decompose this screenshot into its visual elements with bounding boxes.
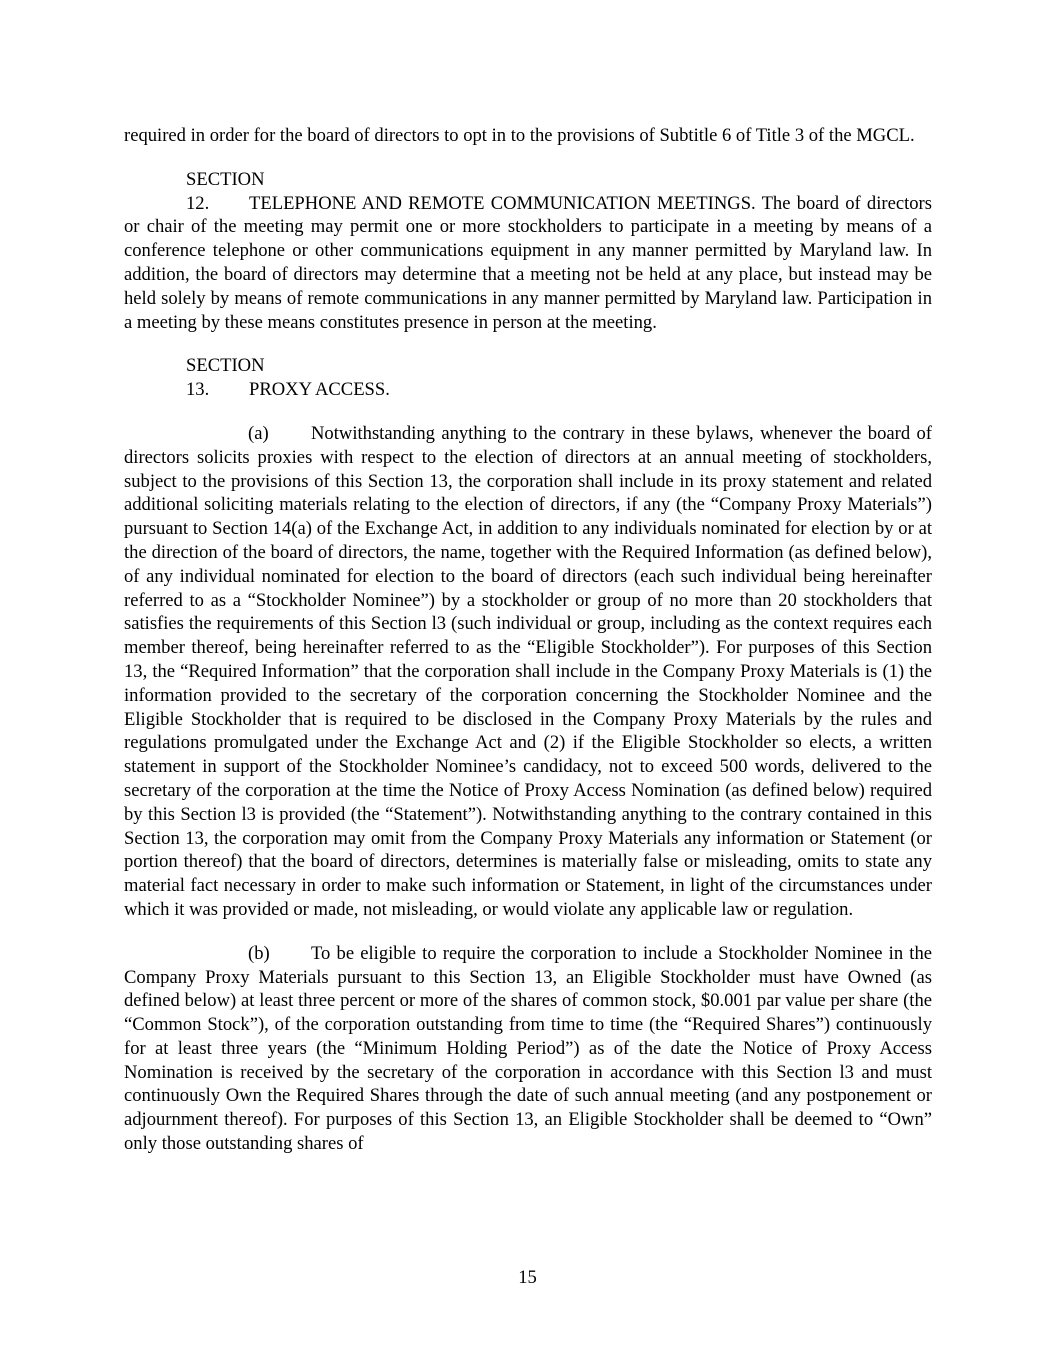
section-13-label: SECTION 13.	[186, 355, 265, 401]
section-12-label: SECTION 12.	[186, 168, 265, 214]
subsection-b-paragraph	[124, 942, 932, 1156]
section-13-heading	[124, 354, 932, 402]
subsection-a-paragraph	[124, 422, 932, 922]
subsection-b-body: To be eligible to require the corporation to include a Stockholder Nominee in the Company Proxy Materials pursuant to this Section 13, an Eligible Stockholder must have Owned (as defined below) at least three percent or more of the shares of common stock, $0.001 par value per share (the “Common Stock”), of the corporation outstanding from time to time (the “Required Shares”) continuously for at least three years (the “Minimum Holding Period”) as of the date the Notice of Proxy Access Nomination is received by the secretary of the corporation in accordance with this Section l3 and must continuously Own the Required Shares through the date of such annual meeting (and any postponement or adjournment thereof). For purposes of this Section 13, an Eligible Stockholder shall be deemed to “Own” only those outstanding shares of	[124, 942, 932, 1155]
section-12-paragraph	[124, 168, 932, 335]
paragraph-continuation: required in order for the board of directors to opt in to the provisions of Subtitle 6 of Title 3 of the MGCL.	[124, 125, 915, 146]
section-12-title: TELEPHONE AND REMOTE COMMUNICATION MEETINGS.	[249, 192, 756, 214]
section-12-body: The board of directors or chair of the meeting may permit one or more stockholders to participate in a meeting by means of a conference telephone or other communications equipment in any manner permitted by Maryland law. In addition, the board of directors may determine that a meeting not be held at any place, but instead may be held solely by means of remote communications in any manner permitted by Maryland law. Participation in a meeting by these means constitutes presence in person at the meeting.	[124, 192, 932, 333]
section-13-title: PROXY ACCESS.	[249, 379, 390, 401]
document-page	[124, 124, 932, 1156]
page-number: 15	[518, 1267, 537, 1288]
subsection-a-body: Notwithstanding anything to the contrary in these bylaws, whenever the board of directors solicits proxies with respect to the election of directors at an annual meeting of stockholders, subject to the provisions of this Section 13, the corporation shall include in its proxy statement and related additional soliciting materials relating to the election of directors, if any (the “Company Proxy Materials”) pursuant to Section 14(a) of the Exchange Act, in addition to any individuals nominated for election by or at the direction of the board of directors, the name, together with the Required Information (as defined below), of any individual nominated for election to the board of directors (each such individual being hereinafter referred to as a “Stockholder Nominee”) by a stockholder or group of no more than 20 stockholders that satisfies the requirements of this Section l3 (such individual or group, including as the context requires each member thereof, being hereinafter referred to as the “Eligible Stockholder”). For purposes of this Section 13, the “Required Information” that the corporation shall include in the Company Proxy Materials is (1) the information provided to the secretary of the corporation concerning the Stockholder Nominee and the Eligible Stockholder that is required to be disclosed in the Company Proxy Materials by the rules and regulations promulgated under the Exchange Act and (2) if the Eligible Stockholder so elects, a written statement in support of the Stockholder Nominee’s candidacy, not to exceed 500 words, delivered to the secretary of the corporation at the time the Notice of Proxy Access Nomination (as defined below) required by this Section l3 is provided (the “Statement”). Notwithstanding anything to the contrary contained in this Section 13, the corporation may omit from the Company Proxy Materials any information or Statement (or portion thereof) that the board of directors, determines is materially false or misleading, omits to state any material fact necessary in order to make such information or Statement, in light of the circumstances under which it was provided or made, not misleading, or would violate any applicable law or regulation.	[124, 422, 932, 920]
subsection-a-label: (a)	[248, 422, 269, 444]
subsection-b-label: (b)	[248, 942, 270, 964]
